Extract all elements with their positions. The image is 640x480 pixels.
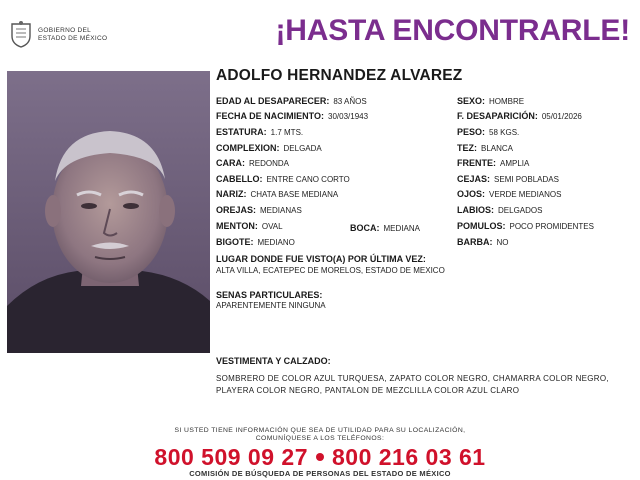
field-edad: EDAD AL DESAPARECER: 83 AÑOS	[216, 96, 367, 106]
field-cejas: CEJAS: SEMI POBLADAS	[457, 174, 559, 184]
field-pomulos: POMULOS: POCO PROMIDENTES	[457, 221, 594, 231]
field-cabello: CABELLO: ENTRE CANO CORTO	[216, 174, 350, 184]
field-sexo: SEXO: HOMBRE	[457, 96, 525, 106]
field-barba: BARBA: NO	[457, 237, 509, 247]
field-peso: PESO: 58 KGS.	[457, 127, 520, 137]
government-logo	[8, 20, 148, 48]
separator-dot-icon	[316, 453, 324, 461]
info-line-1: SI USTED TIENE INFORMACIÓN QUE SEA DE UTILIDAD PARA SU LOCALIZACIÓN,	[174, 427, 466, 434]
location-value: ALTA VILLA, ECATEPEC DE MORELOS, ESTADO DE MEXICO	[216, 266, 445, 275]
logo-line-1: GOBIERNO DEL	[38, 27, 92, 34]
field-labios: LABIOS: DELGADOS	[457, 205, 543, 215]
senas-label: SENAS PARTICULARES:	[216, 290, 323, 300]
phone-1: 800 509 09 27	[154, 444, 308, 470]
field-ojos: OJOS: VERDE MEDIANOS	[457, 189, 562, 199]
phone-numbers	[0, 444, 640, 471]
info-line-2: COMUNÍQUESE A LOS TELÉFONOS:	[255, 435, 385, 442]
field-cara: CARA: REDONDA	[216, 158, 290, 168]
field-nariz: NARIZ: CHATA BASE MEDIANA	[216, 189, 339, 199]
phone-2: 800 216 03 61	[332, 444, 486, 470]
field-nacimiento: FECHA DE NACIMIENTO: 30/03/1943	[216, 111, 369, 121]
field-tez: TEZ: BLANCA	[457, 143, 514, 153]
logo-line-2: ESTADO DE MÉXICO	[38, 35, 108, 42]
vestimenta-label: VESTIMENTA Y CALZADO:	[216, 356, 331, 366]
field-orejas: OREJAS: MEDIANAS	[216, 205, 302, 215]
headline: ¡HASTA ENCONTRARLE!	[275, 14, 630, 47]
commission-name: COMISIÓN DE BÚSQUEDA DE PERSONAS DEL ESTADO DE MÉXICO	[189, 469, 451, 478]
field-bigote: BIGOTE: MEDIANO	[216, 237, 295, 247]
field-complexion: COMPLEXION: DELGADA	[216, 143, 322, 153]
field-desaparicion: F. DESAPARICIÓN: 05/01/2026	[457, 111, 582, 121]
person-name: ADOLFO HERNANDEZ ALVAREZ	[216, 67, 463, 84]
field-boca: BOCA: MEDIANA	[350, 223, 420, 233]
field-estatura: ESTATURA: 1.7 MTS.	[216, 127, 304, 137]
senas-value: APARENTEMENTE NINGUNA	[216, 301, 326, 310]
vestimenta-value: SOMBRERO DE COLOR AZUL TURQUESA, ZAPATO COLOR NEGRO, CHAMARRA COLOR NEGRO, PLAYERA COLOR NEGRO, PANTALON DE MEZCLILLA COLOR AZUL CLARO	[216, 374, 609, 395]
field-frente: FRENTE: AMPLIA	[457, 158, 530, 168]
field-menton: MENTON: OVAL	[216, 221, 283, 231]
coat-of-arms-icon	[8, 20, 34, 48]
missing-person-photo	[7, 71, 210, 353]
location-label: LUGAR DONDE FUE VISTO(A) POR ÚLTIMA VEZ:	[216, 254, 426, 264]
